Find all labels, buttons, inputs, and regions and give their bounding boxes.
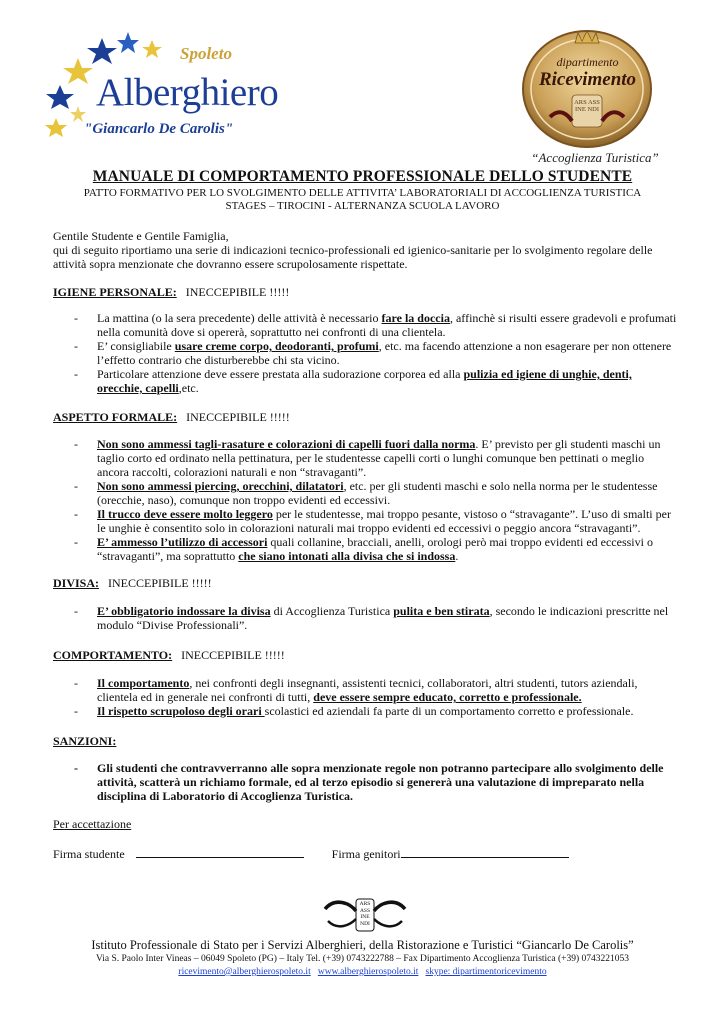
tagline: “Accoglienza Turistica” [531,150,659,165]
section-divisa-list [53,604,678,632]
section-heading-label: SANZIONI: [53,734,117,748]
intro-paragraph: qui di seguito riportiamo una serie di indicazioni tecnico-professionali ed igienico-sanitarie per lo svolgimento regolare delle attività sopra menzionate che dovranno essere scrupolosamente rispettate. [53,243,653,271]
footer-contacts [0,967,725,977]
parents-signature-line[interactable] [401,846,569,858]
parents-signature-label: Firma genitori [331,847,401,861]
section-rating: INECCEPIBILE !!!!! [108,576,212,590]
list-item: - Non sono ammessi tagli-rasature e colorazioni di capelli fuori dalla norma. E’ previsto per gli studenti maschi un taglio corto ed ordinato nella pettinatura, per le studentesse capelli corti o lunghi comunque ben pettinati o meglio ancora raccolti, colorazioni naturali e non “stravaganti”. [53,437,678,479]
student-signature-line[interactable] [136,846,304,858]
website-link[interactable]: www.alberghierospoleto.it [317,967,419,977]
footer-emblem [320,895,410,935]
logo-sub-text: "Giancarlo De Carolis" [84,121,234,137]
logo-spoleto-text: Spoleto [180,44,232,63]
section-sanzioni-list [53,761,678,803]
document-subtitle-2: STAGES – TIROCINI - ALTERNANZA SCUOLA LAVORO [225,200,500,212]
section-rating: INECCEPIBILE !!!!! [181,648,285,662]
department-badge [520,25,655,150]
list-item: - Il comportamento, nei confronti degli insegnanti, assistenti tecnici, collaboratori, altri studenti, tutors aziendali, clientela ed in generale nei confronti di tutti, deve essere sempre educato, corretto e professionale. [53,676,678,704]
section-aspetto-list [53,437,678,563]
section-heading-label: DIVISA: [53,576,100,590]
list-item: - Il rispetto scrupoloso degli orari scolastici ed aziendali fa parte di un comportamento corretto e professionale. [53,704,678,718]
list-item: - Il trucco deve essere molto leggero per le studentesse, mai troppo pesante, vistoso o “stravagante”. L’uso di smalti per le unghie è consentito solo in colorazioni naturali mai troppo evidenti ed eccessivi o peggio ancora “stravaganti”. [53,507,678,535]
list-item: - E’ consigliabile usare creme corpo, deodoranti, profumi, etc. ma facendo attenzione a non esagerare per non ottenere l’effetto contrario che disturberebbe chi sta vicino. [53,339,678,367]
list-item: - Gli studenti che contravverranno alle sopra menzionate regole non potranno partecipare allo svolgimento delle attività, scatterà un richiamo formale, ed al terzo episodio si genererà una valutazione di impreparato nella disciplina di Laboratorio di Accoglienza Turistica. [53,761,678,803]
section-aspetto-heading [53,410,290,425]
list-item: - E’ obbligatorio indossare la divisa di Accoglienza Turistica pulita e ben stirata, secondo le indicazioni prescritte nel modulo “Divise Professionali”. [53,604,678,632]
logo-main-text: Alberghiero [96,71,279,114]
student-signature-label: Firma studente [53,847,125,861]
email-link[interactable]: ricevimento@alberghierospoleto.it [178,967,311,977]
section-heading-label: ASPETTO FORMALE: [53,410,178,424]
greeting: Gentile Studente e Gentile Famiglia, [53,229,229,243]
signature-row [53,846,569,862]
section-igiene-list [53,311,678,395]
section-igiene-heading [53,285,289,300]
acceptance-label: Per accettazione [53,817,132,831]
section-divisa-heading [53,576,212,591]
list-item: - Particolare attenzione deve essere prestata alla sudorazione corporea ed alla pulizia ed igiene di unghie, denti, orecchie, capelli,etc. [53,367,678,395]
section-rating: INECCEPIBILE !!!!! [185,285,290,299]
footer-institute-name: Istituto Professionale di Stato per i Servizi Alberghieri, della Ristorazione e Turistici “Giancarlo De Carolis” [91,938,634,952]
document-title: MANUALE DI COMPORTAMENTO PROFESSIONALE DELLO STUDENTE [92,168,633,185]
section-comportamento-list [53,676,678,718]
section-sanzioni-heading [53,734,116,749]
list-item: - Non sono ammessi piercing, orecchini, dilatatori, etc. per gli studenti maschi e solo nella norma per le studentesse (orecchie, naso), comunque non troppo evidenti ed eccessivi. [53,479,678,507]
list-item: - E’ ammesso l’utilizzo di accessori quali collanine, bracciali, anelli, orologi però mai troppo evidenti ed eccessivi o “stravaganti”, ma soprattutto che siano intonati alla divisa che si indossa. [53,535,678,563]
badge-line2-text: Ricevimento [538,69,637,90]
badge-line1-text: dipartimento [556,55,619,69]
section-rating: INECCEPIBILE !!!!! [186,410,290,424]
section-heading-label: IGIENE PERSONALE: [53,285,177,299]
footer-address: Via S. Paolo Inter Vineas – 06049 Spoleto (PG) – Italy Tel. (+39) 0743222788 – Fax Dipartimento Accoglienza Turistica (+39) 0743221053 [95,954,630,964]
school-logo [40,30,279,145]
section-heading-label: COMPORTAMENTO: [53,648,173,662]
document-subtitle: PATTO FORMATIVO PER LO SVOLGIMENTO DELLE ATTIVITA’ LABORATORIALI DI ACCOGLIENZA TURISTICA [83,187,642,199]
badge-emblem-text: ARS ASS INE NDI [574,99,600,113]
footer-emblem-text: ARS ASS INE NDI [359,901,371,927]
skype-link[interactable]: skype: dipartimentoricevimento [425,967,547,977]
list-item: - La mattina (o la sera precedente) delle attività è necessario fare la doccia, affinchè si risulti essere gradevoli e profumati nella comunità dove si opererà, soprattutto nei confronti di una clientela. [53,311,678,339]
section-comportamento-heading [53,648,285,663]
